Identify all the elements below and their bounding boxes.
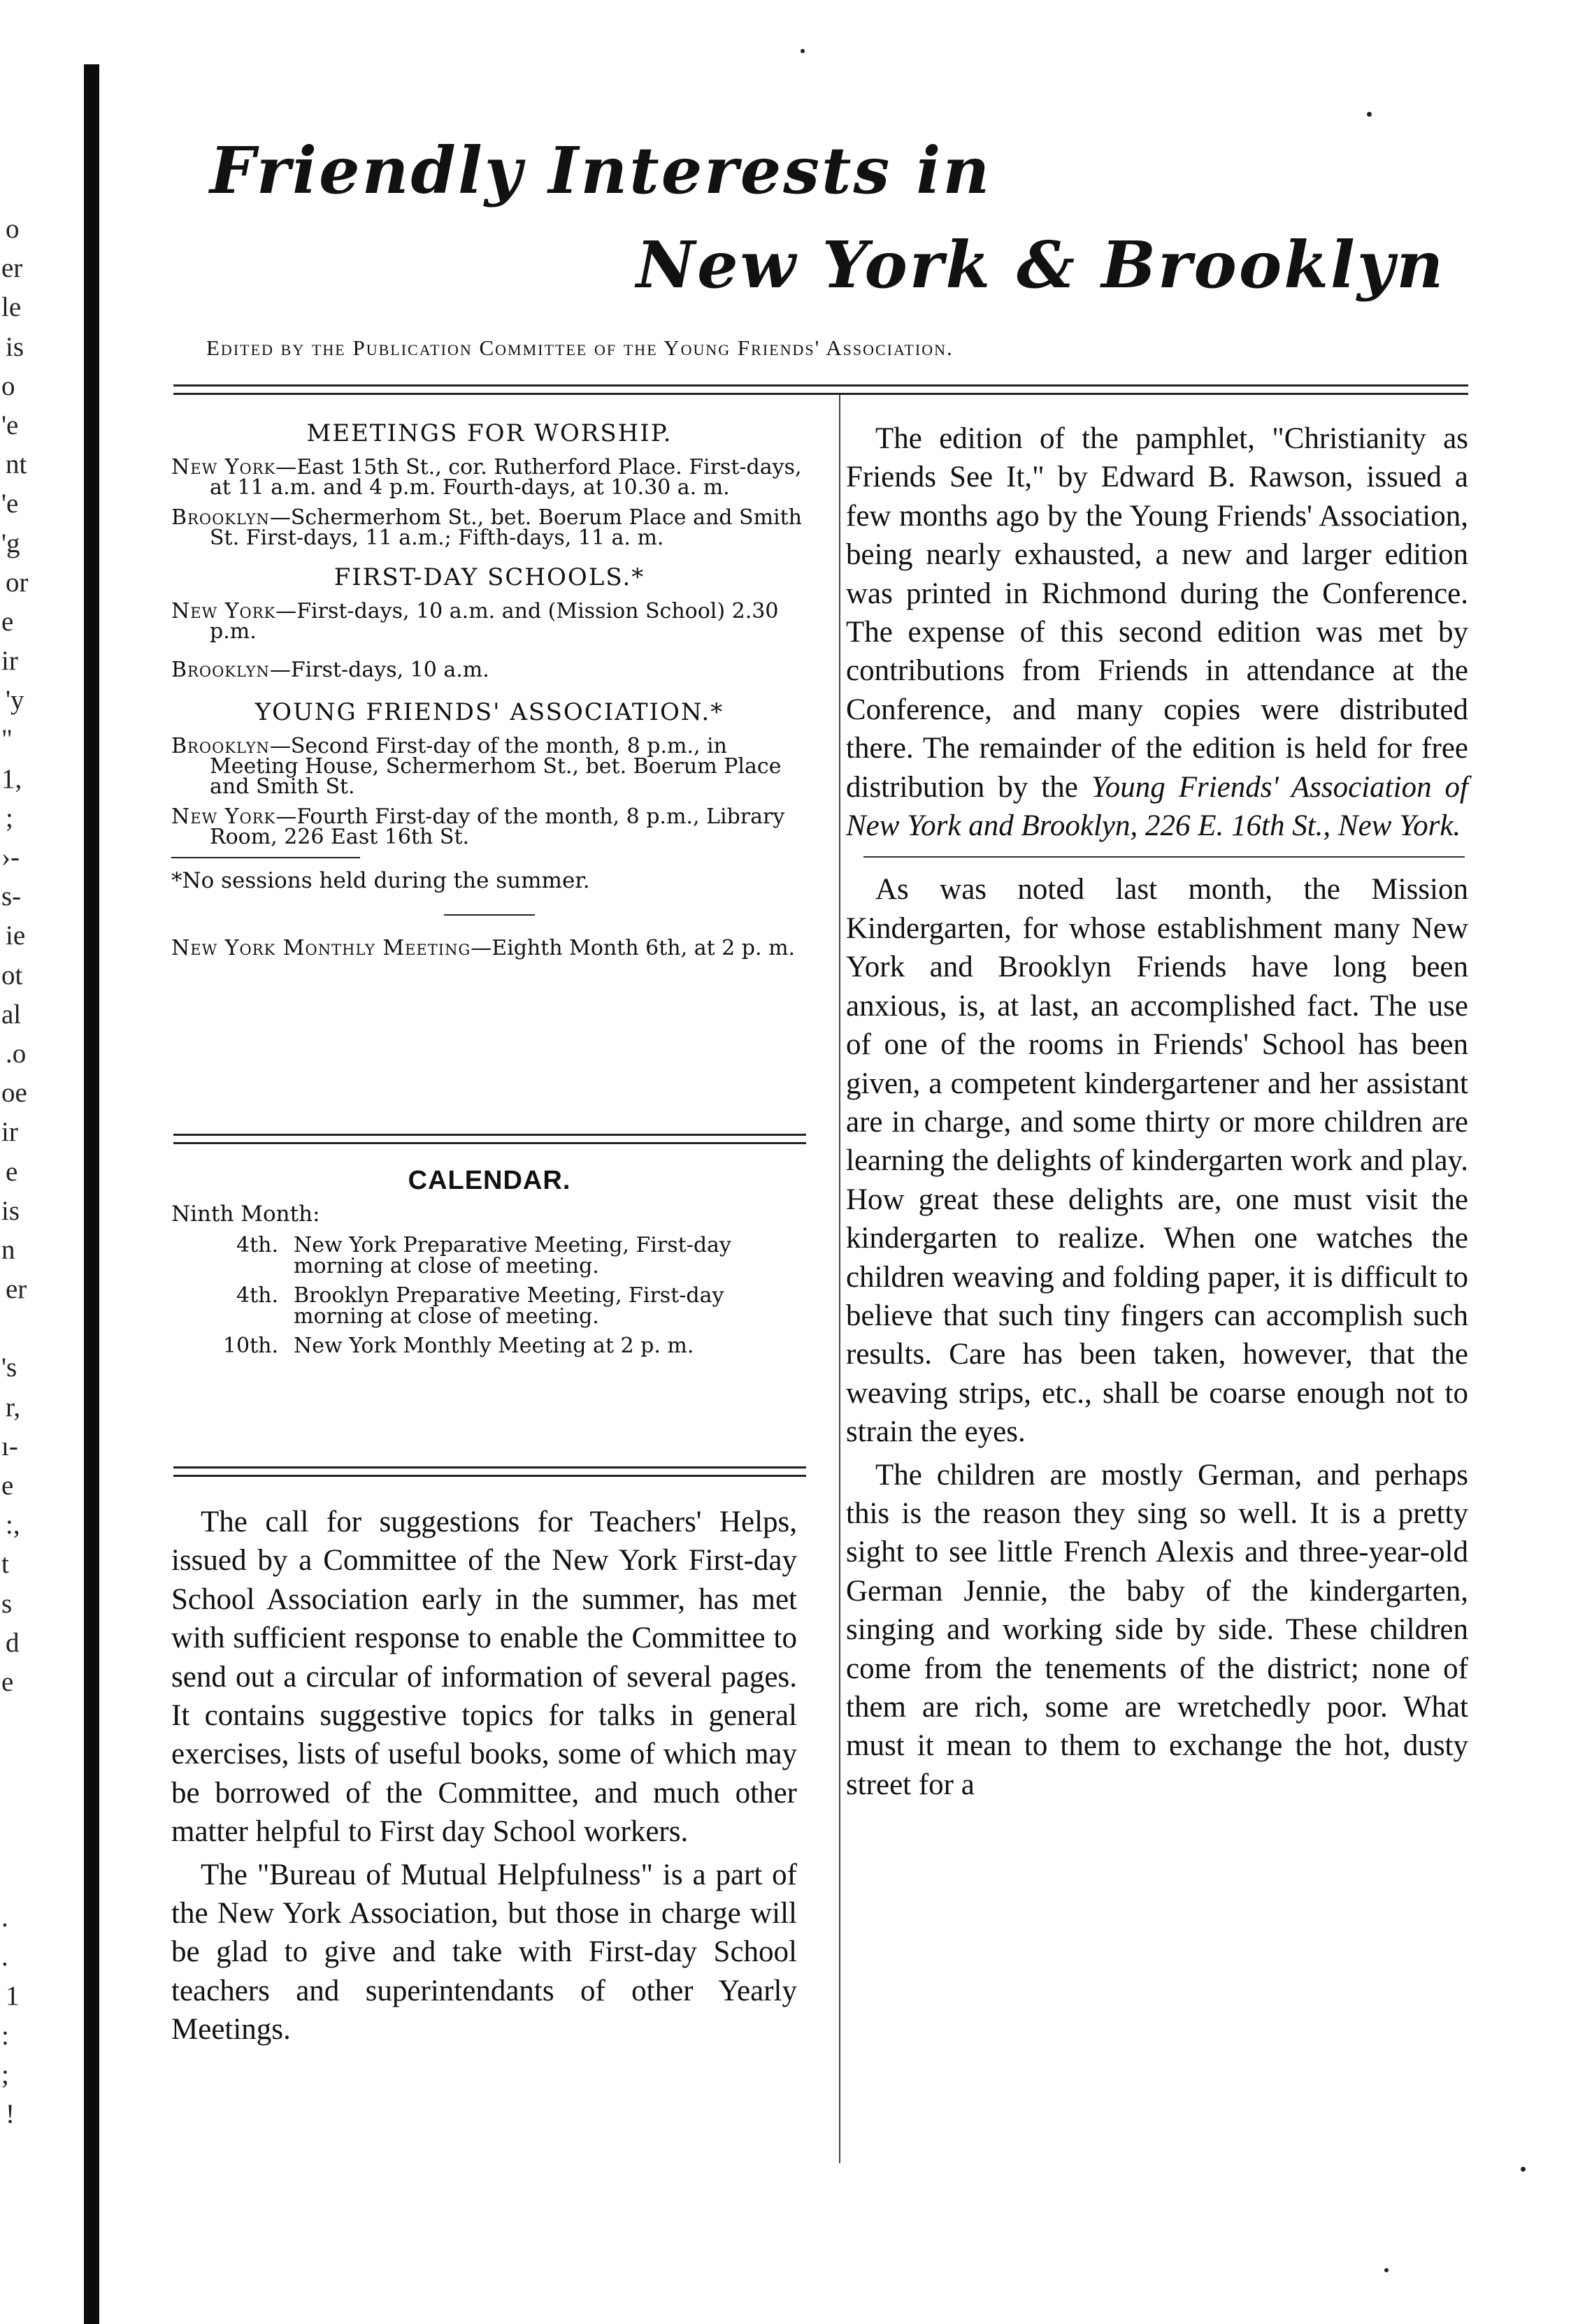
bleed-fragment: o	[1, 370, 15, 401]
calendar-row	[171, 1336, 808, 1357]
yfa-entry-new-york	[171, 804, 808, 849]
bleed-fragment: ot	[1, 960, 23, 990]
section-rule	[444, 914, 535, 916]
notices-column	[171, 419, 808, 958]
calendar-event: New York Monthly Meeting at 2 p. m.	[294, 1334, 694, 1358]
entry-place: Brooklyn	[171, 734, 270, 758]
entry-place: New York	[171, 804, 276, 829]
bleed-fragment	[0, 1309, 77, 1348]
bleed-fragment: s	[1, 1588, 13, 1619]
entry-text: —Second First-day of the month, 8 p.m., in Meeting House, Schermerhom St., bet. Boerum Place and Smith St.	[210, 734, 782, 799]
kindergarten-paragraph: The children are mostly German, and perhaps this is the reason they sing so well. It is a pretty sight to see little French Alexis and three-year-old German Jennie, the baby of the kindergarten, singing and working side by side. These children come from the tenements of the district; none of them are rich, some are wretchedly poor. What must it mean to them to exchange the hot, dusty street for a	[846, 1458, 1468, 1801]
pamphlet-paragraph	[846, 419, 1468, 845]
entry-place: New York	[171, 455, 276, 479]
calendar-top-rule	[173, 1134, 806, 1144]
masthead-subtitle: Edited by the Publication Committee of the Young Friends' Association.	[206, 335, 954, 360]
bleed-fragment: ie	[6, 921, 26, 951]
bleed-fragment: :	[1, 2020, 9, 2051]
calendar-day: 10th.	[222, 1334, 278, 1358]
bleed-fragment: e	[1, 606, 14, 637]
bleed-fragment: nt	[6, 449, 27, 480]
entry-text: —Fourth First-day of the month, 8 p.m., Library Room, 226 East 16th St.	[210, 804, 785, 849]
print-speck	[801, 49, 805, 53]
left-article	[171, 1503, 797, 2049]
calendar-row	[171, 1285, 808, 1327]
bleed-fragment	[0, 1859, 77, 1898]
meetings-heading: MEETINGS FOR WORSHIP.	[306, 419, 673, 447]
calendar-event: Brooklyn Preparative Meeting, First-day morning at close of meeting.	[294, 1283, 724, 1329]
bleed-fragment: e	[1, 1666, 14, 1697]
bleed-fragment: ;	[6, 802, 13, 833]
binding-edge	[84, 64, 99, 2324]
bleed-fragment: d	[6, 1627, 20, 1658]
entry-place: New York Monthly Meeting	[171, 936, 471, 960]
calendar-day: 4th.	[236, 1233, 278, 1257]
entry-text: —First-days, 10 a.m.	[269, 658, 489, 682]
bleed-fragment: "	[1, 724, 13, 755]
margin-bleed-text	[0, 210, 77, 2134]
masthead-title-line-1: Friendly Interests in	[210, 133, 992, 208]
bleed-fragment: ı-	[1, 1431, 18, 1461]
bleed-fragment	[0, 1820, 77, 1859]
bleed-fragment: 'e	[1, 410, 19, 440]
pamphlet-address: Young Friends' Association of New York and Brooklyn, 226 E. 16th St., New York.	[846, 770, 1468, 843]
bleed-fragment: 1,	[1, 763, 22, 794]
bleed-fragment: 1	[6, 1981, 20, 2012]
bleed-fragment: .o	[6, 1038, 27, 1069]
entry-place: New York	[171, 599, 276, 623]
right-article	[846, 419, 1468, 1804]
article-paragraph: The "Bureau of Mutual Helpfulness" is a part of the New York Association, but those in charge will be glad to give and take with First-day School teachers and superintendants of other Yearly Meetings.	[171, 1858, 797, 2047]
calendar-section	[171, 1166, 808, 1357]
bleed-fragment: 's	[1, 1352, 17, 1383]
bleed-fragment: ;	[1, 2059, 9, 2090]
calendar-row	[171, 1235, 808, 1277]
school-entry-brooklyn	[171, 660, 808, 680]
entry-place: Brooklyn	[171, 658, 270, 682]
bleed-fragment: is	[1, 1195, 20, 1226]
calendar-title: CALENDAR.	[408, 1166, 571, 1195]
bleed-fragment: o	[6, 214, 20, 244]
schools-heading: FIRST-DAY SCHOOLS.*	[333, 563, 645, 591]
bleed-fragment: !	[6, 2099, 15, 2129]
bleed-fragment: oe	[1, 1078, 27, 1109]
bleed-fragment: is	[6, 331, 24, 362]
meeting-entry-new-york	[171, 457, 808, 498]
bleed-fragment: al	[1, 999, 22, 1030]
meeting-entry-brooklyn	[171, 507, 808, 548]
calendar-event: New York Preparative Meeting, First-day morning at close of meeting.	[294, 1233, 731, 1278]
school-entry-new-york	[171, 601, 808, 642]
bleed-fragment: ›-	[1, 842, 20, 872]
paragraph-rule	[863, 856, 1465, 858]
bleed-fragment: r,	[6, 1392, 21, 1422]
calendar-day: 4th.	[236, 1283, 278, 1308]
bleed-fragment: n	[1, 1234, 15, 1265]
bleed-fragment: e	[6, 1156, 18, 1187]
yfa-entry-brooklyn	[171, 736, 808, 797]
bleed-fragment: er	[1, 253, 23, 284]
article-paragraph: The call for suggestions for Teachers' Helps, issued by a Committee of the New York First-day School Association early in the summer, has met with sufficient response to enable the Committee to send out a circular of information of several pages. It contains suggestive topics for talks in general exercises, lists of useful books, some of which may be borrowed of the Committee, and much other matter helpful to First day School workers.	[171, 1506, 797, 1849]
kindergarten-paragraph: As was noted last month, the Mission Kindergarten, for whose establishment many New York and Brooklyn Friends have long been anxious, is, at last, an accomplished fact. The use of one of the rooms in Friends' School has been given, a competent kindergartener and her assistant are in charge, and some thirty or more children are learning the delights of kindergarten work and play. How great these delights are, one must visit the kindergarten to realize. When one watches the children weaving and folding paper, it is difficult to believe that such tiny fingers can accomplish such results. Care has been taken, however, that the weaving strips, etc., shall be coarse enough not to strain the eyes.	[846, 873, 1468, 1449]
entry-text: —Schermerhom St., bet. Boerum Place and Smith St. First-days, 11 a.m.; Fifth-days, 11 a. m.	[210, 505, 802, 550]
bleed-fragment: ir	[1, 646, 18, 677]
bleed-fragment: ir	[1, 1117, 18, 1148]
bleed-fragment: le	[1, 292, 22, 323]
bleed-fragment: er	[6, 1274, 27, 1305]
bleed-fragment: t	[1, 1549, 9, 1580]
monthly-meeting-entry	[171, 938, 808, 958]
bleed-fragment: :,	[6, 1510, 20, 1540]
bleed-fragment: 'g	[1, 528, 20, 558]
footnote-rule	[171, 857, 360, 858]
bleed-fragment: s-	[1, 881, 22, 912]
bleed-fragment: .	[1, 1903, 8, 1933]
bleed-fragment: or	[6, 567, 29, 598]
print-speck	[1521, 2167, 1526, 2172]
bleed-fragment	[0, 1702, 77, 1741]
print-speck	[1384, 2268, 1389, 2272]
entry-text: —Eighth Month 6th, at 2 p. m.	[471, 936, 796, 960]
bleed-fragment	[0, 1781, 77, 1820]
masthead-title-line-2: New York & Brooklyn	[636, 227, 1446, 303]
print-speck	[1367, 112, 1372, 117]
entry-text: —East 15th St., cor. Rutherford Place. First-days, at 11 a.m. and 4 p.m. Fourth-days, at 10.30 a. m.	[210, 455, 802, 500]
entry-text: —First-days, 10 a.m. and (Mission School) 2.30 p.m.	[210, 599, 779, 644]
bleed-fragment: 'e	[1, 489, 19, 519]
calendar-bottom-rule	[173, 1466, 806, 1477]
bleed-fragment: 'y	[6, 685, 24, 716]
bleed-fragment: .	[1, 1942, 8, 1972]
yfa-heading: YOUNG FRIENDS' ASSOCIATION.*	[254, 698, 724, 726]
yfa-footnote: *No sessions held during the summer.	[171, 868, 590, 893]
bleed-fragment	[0, 1741, 77, 1780]
column-divider	[839, 395, 840, 2163]
masthead-double-rule	[173, 384, 1468, 395]
calendar-month: Ninth Month:	[171, 1201, 320, 1227]
entry-place: Brooklyn	[171, 505, 270, 530]
bleed-fragment: e	[1, 1471, 14, 1501]
pamphlet-text: The edition of the pamphlet, "Christianity as Friends See It," by Edward B. Rawson, issued a few months ago by the Young Friends' Association, being nearly exhausted, a new and larger edition was printed in Richmond during the Conference. The expense of this second edition was met by contributions from Friends in attendance at the Conference, and many copies were distributed there. The remainder of the edition is held for free distribution by the	[846, 422, 1468, 804]
